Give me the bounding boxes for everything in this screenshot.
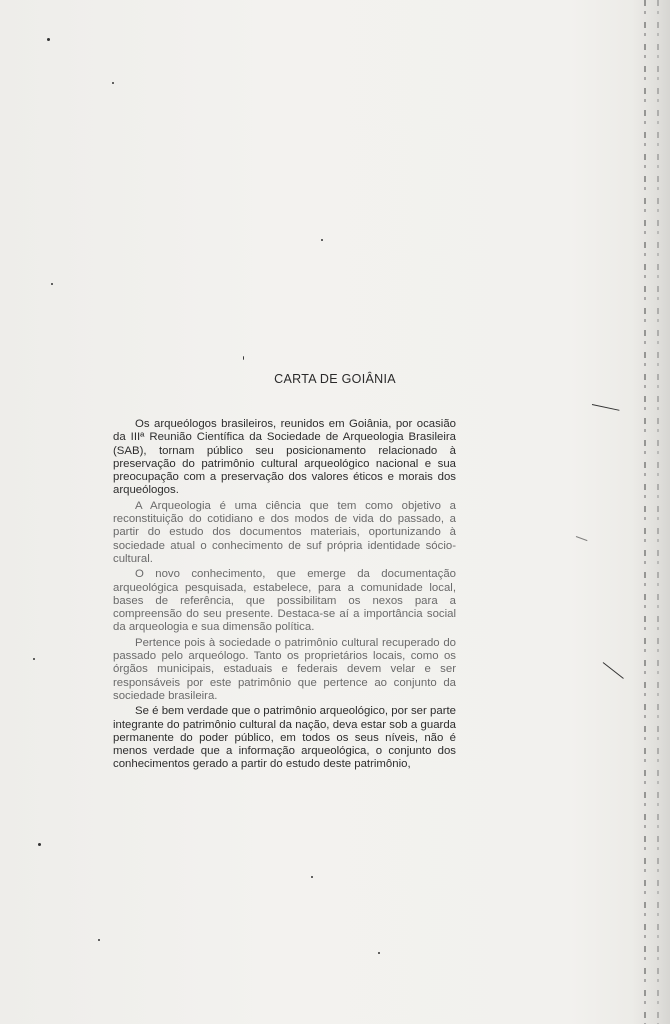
scan-speck <box>98 939 100 941</box>
paragraph: Os arqueólogos brasileiros, reunidos em Goiânia, por ocasião da IIIª Reunião Científica da Sociedade de Arqueologia Brasileira (SAB), tornam público seu posicionamento relacionado à preservação do patrimônio cultural arqueológico nacional e sua preocupação com a preservação dos valores éticos e morais dos arqueólogos. <box>113 418 456 497</box>
scan-speck <box>311 876 313 878</box>
paragraph: Pertence pois à sociedade o patrimônio cultural recuperado do passado pelo arqueólogo. Tanto os proprietários locais, como os órgãos municipais, estaduais e federais devem velar e ser responsáveis por este patrimônio que pertence ao conjunto da sociedade brasileira. <box>113 636 456 702</box>
scan-speck <box>51 283 53 285</box>
scan-scratch <box>576 536 588 541</box>
scan-scratch <box>592 404 620 411</box>
scan-scratch <box>603 662 624 679</box>
document-title: CARTA DE GOIÂNIA <box>274 372 396 386</box>
scan-speck <box>378 952 380 954</box>
scan-speck <box>243 356 244 360</box>
page-edge-line <box>644 0 646 1024</box>
paragraph: A Arqueologia é uma ciência que tem como objetivo a reconstituição do cotidiano e dos modos de vida do passado, a partir do estudo dos documentos materiais, oportunizando à sociedade atual o conhecimento de suf própria identidade sócio-cultural. <box>113 499 456 565</box>
scan-speck <box>112 82 114 84</box>
scan-speck <box>321 239 323 241</box>
document-body <box>113 418 456 774</box>
page-edge-line <box>657 0 659 1024</box>
paragraph: O novo conhecimento, que emerge da documentação arqueológica pesquisada, estabelece, para a comunidade local, bases de referência, que possibilitam os nexos para a compreensão do seu presente. Destaca-se aí a importância social da arqueologia e sua dimensão política. <box>113 568 456 634</box>
scan-speck <box>47 38 50 41</box>
paragraph: Se é bem verdade que o patrimônio arqueológico, por ser parte integrante do patrimônio cultural da nação, deva estar sob a guarda permanente do poder público, em todos os seus níveis, não é menos verdade que a informação arqueológica, o conjunto dos conhecimentos gerado a partir do estudo deste patrimônio, <box>113 705 456 771</box>
page-edge-shadow <box>632 0 670 1024</box>
scan-speck <box>33 658 35 660</box>
scan-speck <box>38 843 41 846</box>
